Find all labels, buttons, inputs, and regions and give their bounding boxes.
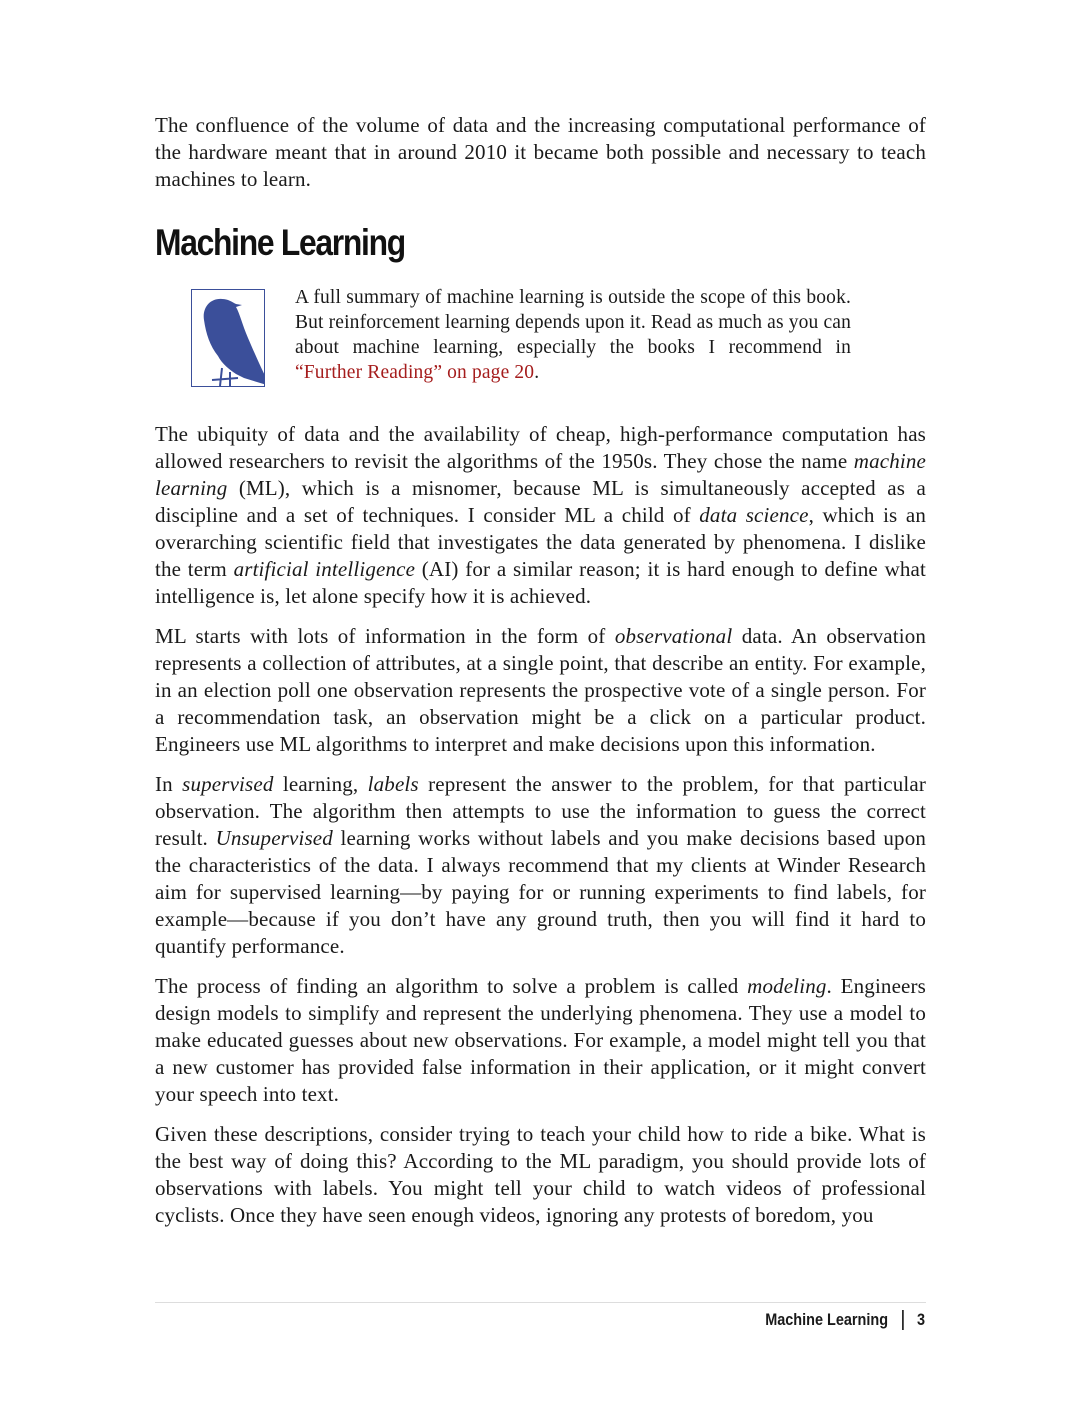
- bird-note-icon: [191, 289, 265, 387]
- text-run: ML starts with lots of information in the form of: [155, 624, 615, 648]
- page-footer: [765, 1310, 925, 1330]
- text-run: represent the answer to the problem, for that particular observation. The algorithm then attempts to use the information to guess the correct result.: [155, 772, 926, 850]
- text-run: data. An observation represents a collection of attributes, at a single point, that describe an entity. For example, in an election poll one observation represents the prospective vote of a single person. For a recommendation task, an observation might be a click on a particular product. Engineers use ML algorithms to interpret and make decisions upon this information.: [155, 624, 926, 756]
- emphasized-term: modeling: [747, 974, 827, 998]
- text-run: A full summary of machine learning is outside the scope of this book. But reinforcement learning depends upon it. Read as much as you can about machine learning, especially the books I recommend in: [295, 287, 851, 358]
- text-run: .: [534, 362, 540, 383]
- body-paragraph: [155, 1121, 926, 1229]
- text-run: (AI) for a similar reason; it is hard enough to define what intelligence is, let alone specify how it is achieved.: [155, 557, 927, 608]
- emphasized-term: artificial intelligence: [233, 557, 416, 581]
- emphasized-term: machine learning: [155, 449, 926, 500]
- text-run: The confluence of the volume of data and the increasing computational performance of the hardware meant that in around 2010 it became both possible and necessary to teach machines to learn.: [155, 113, 926, 191]
- text-run: learning works without labels and you make decisions based upon the characteristics of the data. I always recommend that my clients at Winder Research aim for supervised learning—by paying for or running experiments to find labels, for example—because if you don’t have any ground truth, then you will find it hard to quantify performance.: [155, 826, 927, 958]
- note-box: [191, 285, 926, 387]
- emphasized-term: supervised: [182, 772, 274, 796]
- emphasized-term: observational: [614, 624, 733, 648]
- footer-separator: [902, 1310, 904, 1330]
- page-body: [155, 112, 926, 1242]
- text-run: . Engineers design models to simplify and represent the underlying phenomena. They use a model to make educated guesses about new observations. For example, a model might tell you that a new customer has provided false information in their application, or it might convert your speech into text.: [155, 974, 926, 1106]
- body-paragraph: [155, 421, 926, 610]
- text-run: The ubiquity of data and the availability of cheap, high-performance computation has allowed researchers to revisit the algorithms of the 1950s. They chose the name: [155, 422, 926, 473]
- body-paragraph: [155, 771, 926, 960]
- note-text: [295, 285, 851, 385]
- cross-reference-link[interactable]: “Further Reading” on page 20: [295, 362, 535, 383]
- text-run: Given these descriptions, consider trying to teach your child how to ride a bike. What is the best way of doing this? According to the ML paradigm, you should provide lots of observations with labels. You might tell your child to watch videos of professional cyclists. Once they have seen enough videos, ignoring any protests of boredom, you: [155, 1122, 926, 1227]
- emphasized-term: Unsupervised: [215, 826, 333, 850]
- text-run: learning,: [273, 772, 368, 796]
- footer-divider: [155, 1302, 926, 1303]
- body-paragraph: [155, 623, 926, 758]
- footer-section-title: Machine Learning: [765, 1310, 889, 1329]
- section-heading: Machine Learning: [155, 222, 405, 263]
- page-number: 3: [916, 1310, 925, 1329]
- body-paragraphs: [155, 421, 926, 1229]
- text-run: The process of finding an algorithm to solve a problem is called: [155, 974, 748, 998]
- emphasized-term: labels: [367, 772, 419, 796]
- text-run: , which is an overarching scientific field that investigates the data generated by phenomena. I dislike the term: [155, 503, 926, 581]
- text-run: In: [155, 772, 183, 796]
- emphasized-term: data science: [699, 503, 809, 527]
- text-run: (ML), which is a misnomer, because ML is simultaneously accepted as a discipline and a set of techniques. I consider ML a child of: [155, 476, 926, 527]
- intro-paragraph: [155, 112, 926, 193]
- body-paragraph: [155, 973, 926, 1108]
